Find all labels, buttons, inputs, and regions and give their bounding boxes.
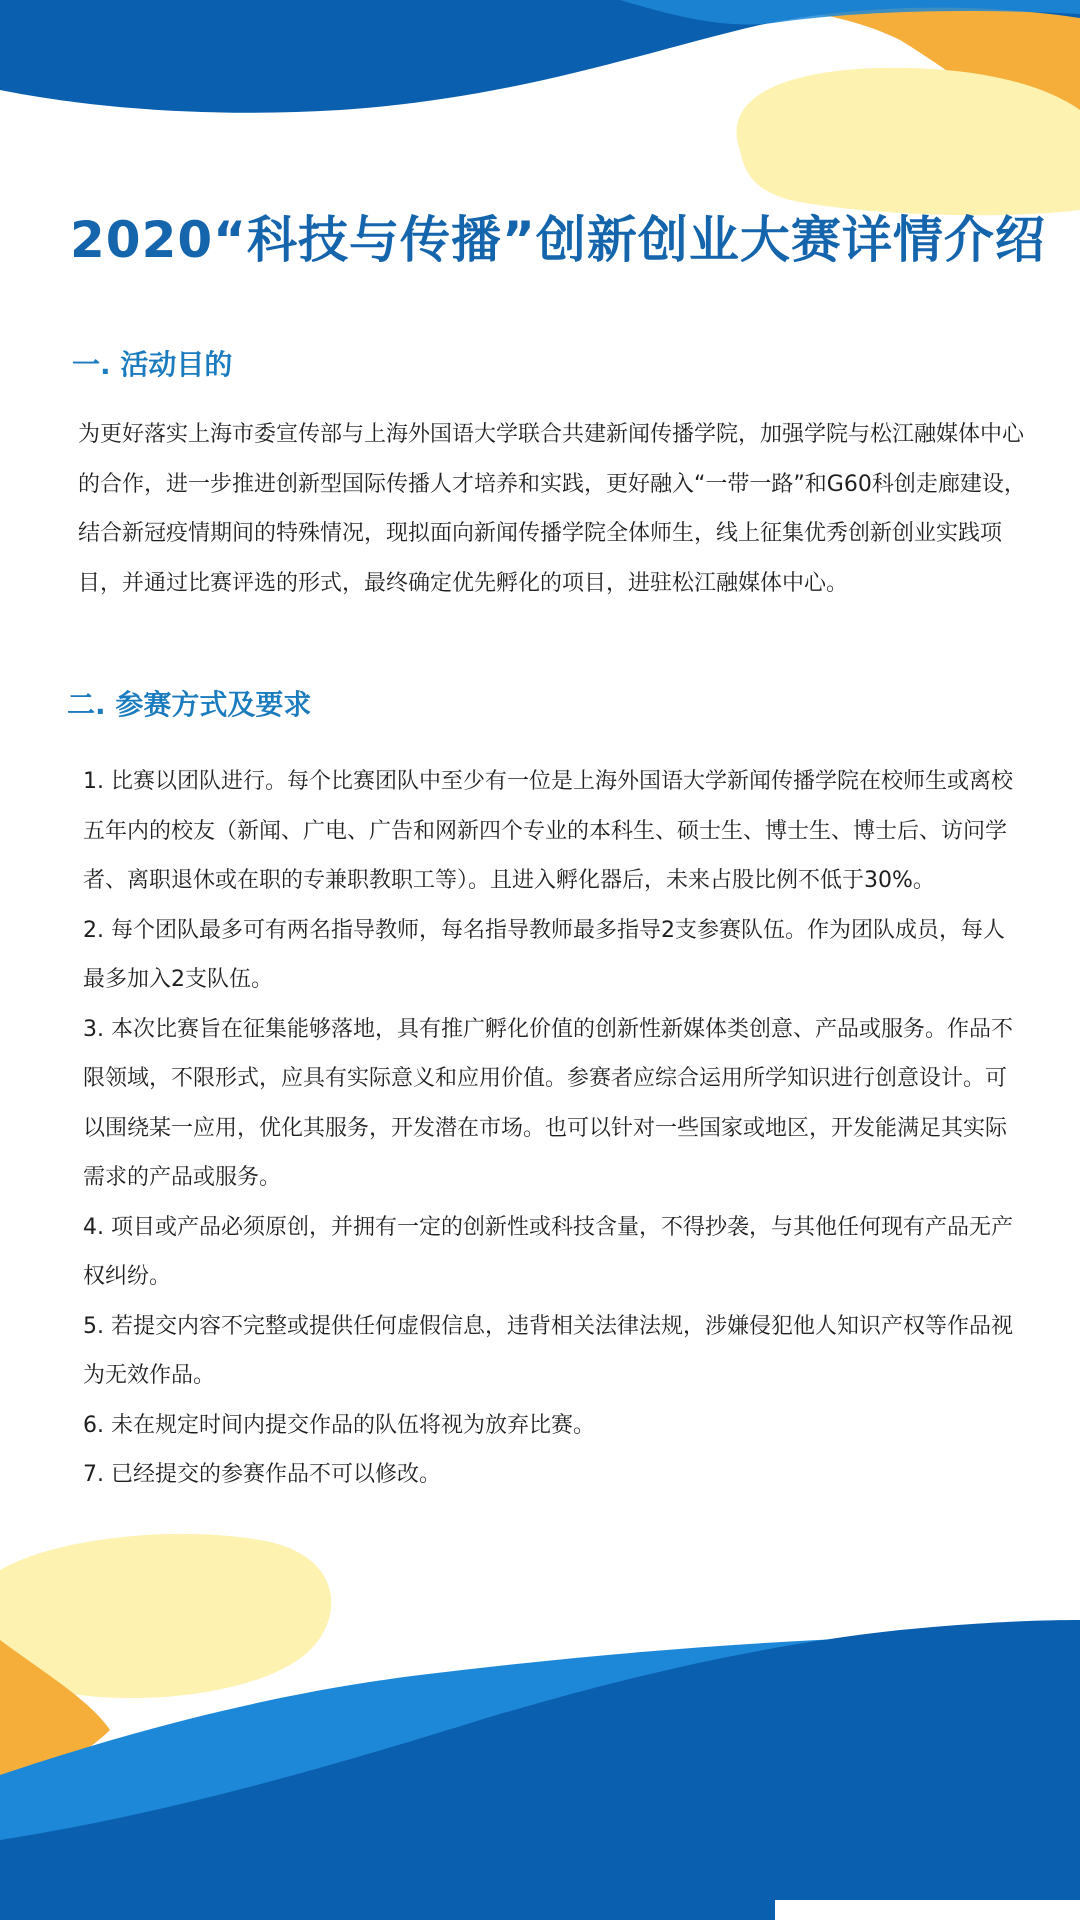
purpose-paragraph: 为更好落实上海市委宣传部与上海外国语大学联合共建新闻传播学院，加强学院与松江融媒体中心的合作，进一步推进创新型国际传播人才培养和实践，更好融入“一带一路”和G60科创走廊建设，结合新冠疫情期间的特殊情况，现拟面向新闻传播学院全体师生，线上征集优秀创新创业实践项目，并通过比赛评选的形式，最终确定优先孵化的项目，进驻松江融媒体中心。	[78, 422, 1026, 596]
page-title: 2020“科技与传播”创新创业大赛详情介绍	[70, 211, 1046, 269]
list-item: 4. 项目或产品必须原创，并拥有一定的创新性或科技含量，不得抄袭，与其他任何现有产品无产权纠纷。	[83, 1214, 1013, 1289]
list-item: 5. 若提交内容不完整或提供任何虚假信息，违背相关法律法规，涉嫌侵犯他人知识产权等作品视为无效作品。	[83, 1313, 1013, 1388]
list-item: 1. 比赛以团队进行。每个比赛团队中至少有一位是上海外国语大学新闻传播学院在校师生或离校五年内的校友（新闻、广电、广告和网新四个专业的本科生、硕士生、博士生、博士后、访问学者、离职退休或在职的专兼职教职工等）。且进入孵化器后，未来占股比例不低于30%。	[83, 769, 1013, 893]
section-heading-requirements: 二. 参赛方式及要求	[67, 688, 312, 721]
list-item: 2. 每个团队最多可有两名指导教师，每名指导教师最多指导2支参赛队伍。作为团队成员，每人最多加入2支队伍。	[83, 917, 1005, 992]
requirements-list	[83, 757, 1023, 1500]
section-heading-purpose: 一. 活动目的	[72, 348, 233, 381]
list-item: 7. 已经提交的参赛作品不可以修改。	[83, 1462, 441, 1487]
list-item: 6. 未在规定时间内提交作品的队伍将视为放弃比赛。	[83, 1412, 595, 1438]
list-item: 3. 本次比赛旨在征集能够落地，具有推广孵化价值的创新性新媒体类创意、产品或服务。作品不限领域，不限形式，应具有实际意义和应用价值。参赛者应综合运用所学知识进行创意设计。可以围绕某一应用，优化其服务，开发潜在市场。也可以针对一些国家或地区，开发能满足其实际需求的产品或服务。	[83, 1016, 1013, 1190]
